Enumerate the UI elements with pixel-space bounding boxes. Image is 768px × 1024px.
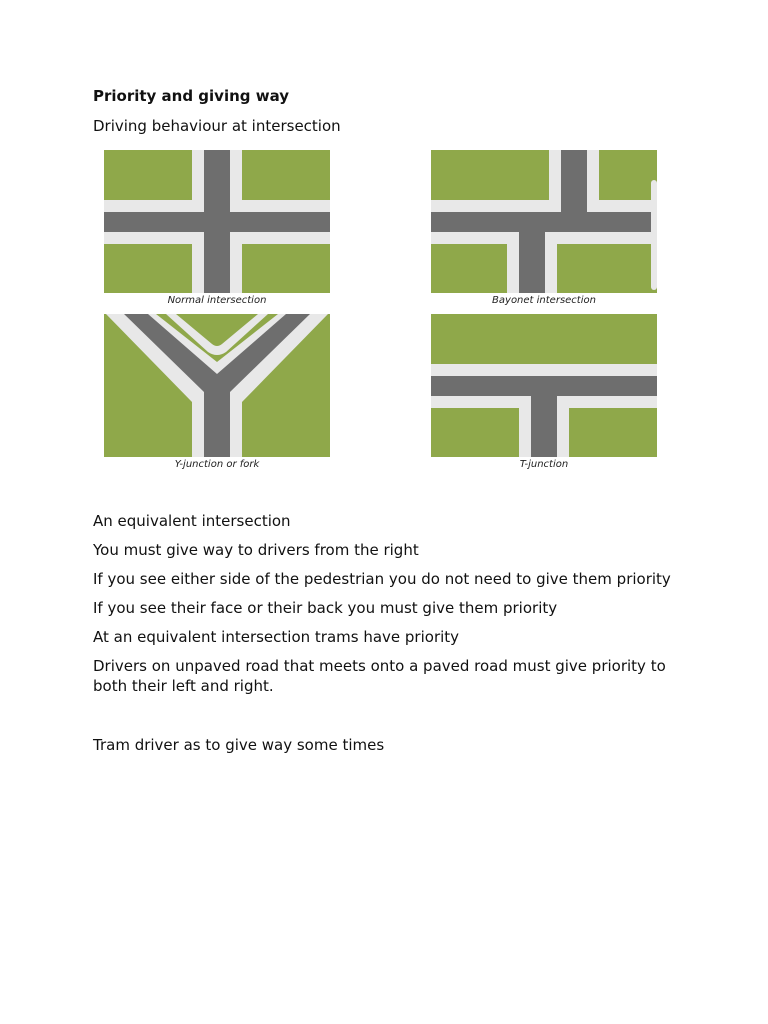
caption-bayonet-intersection: Bayonet intersection — [492, 295, 596, 306]
paragraph: Drivers on unpaved road that meets onto a paved road must give priority to both their left and right. — [93, 657, 666, 695]
document-page — [93, 86, 683, 764]
body-text — [93, 511, 683, 755]
y-junction-diagram — [104, 314, 330, 457]
t-junction-diagram — [431, 314, 657, 457]
intersection-figure — [93, 145, 677, 471]
page-title: Priority and giving way — [93, 87, 290, 105]
caption-y-junction: Y-junction or fork — [174, 459, 260, 470]
paragraph: If you see their face or their back you must give them priority — [93, 599, 558, 617]
paragraph: If you see either side of the pedestrian you do not need to give them priority — [93, 570, 671, 588]
normal-intersection-diagram — [104, 150, 330, 293]
caption-normal-intersection: Normal intersection — [167, 295, 267, 306]
paragraph: An equivalent intersection — [93, 512, 291, 530]
closing-paragraph: Tram driver as to give way some times — [93, 736, 385, 754]
caption-t-junction: T-junction — [519, 459, 569, 470]
paragraph: At an equivalent intersection trams have priority — [93, 628, 460, 646]
page-subtitle: Driving behaviour at intersection — [93, 117, 341, 135]
bayonet-intersection-diagram — [431, 150, 657, 293]
paragraph: You must give way to drivers from the right — [93, 541, 419, 559]
